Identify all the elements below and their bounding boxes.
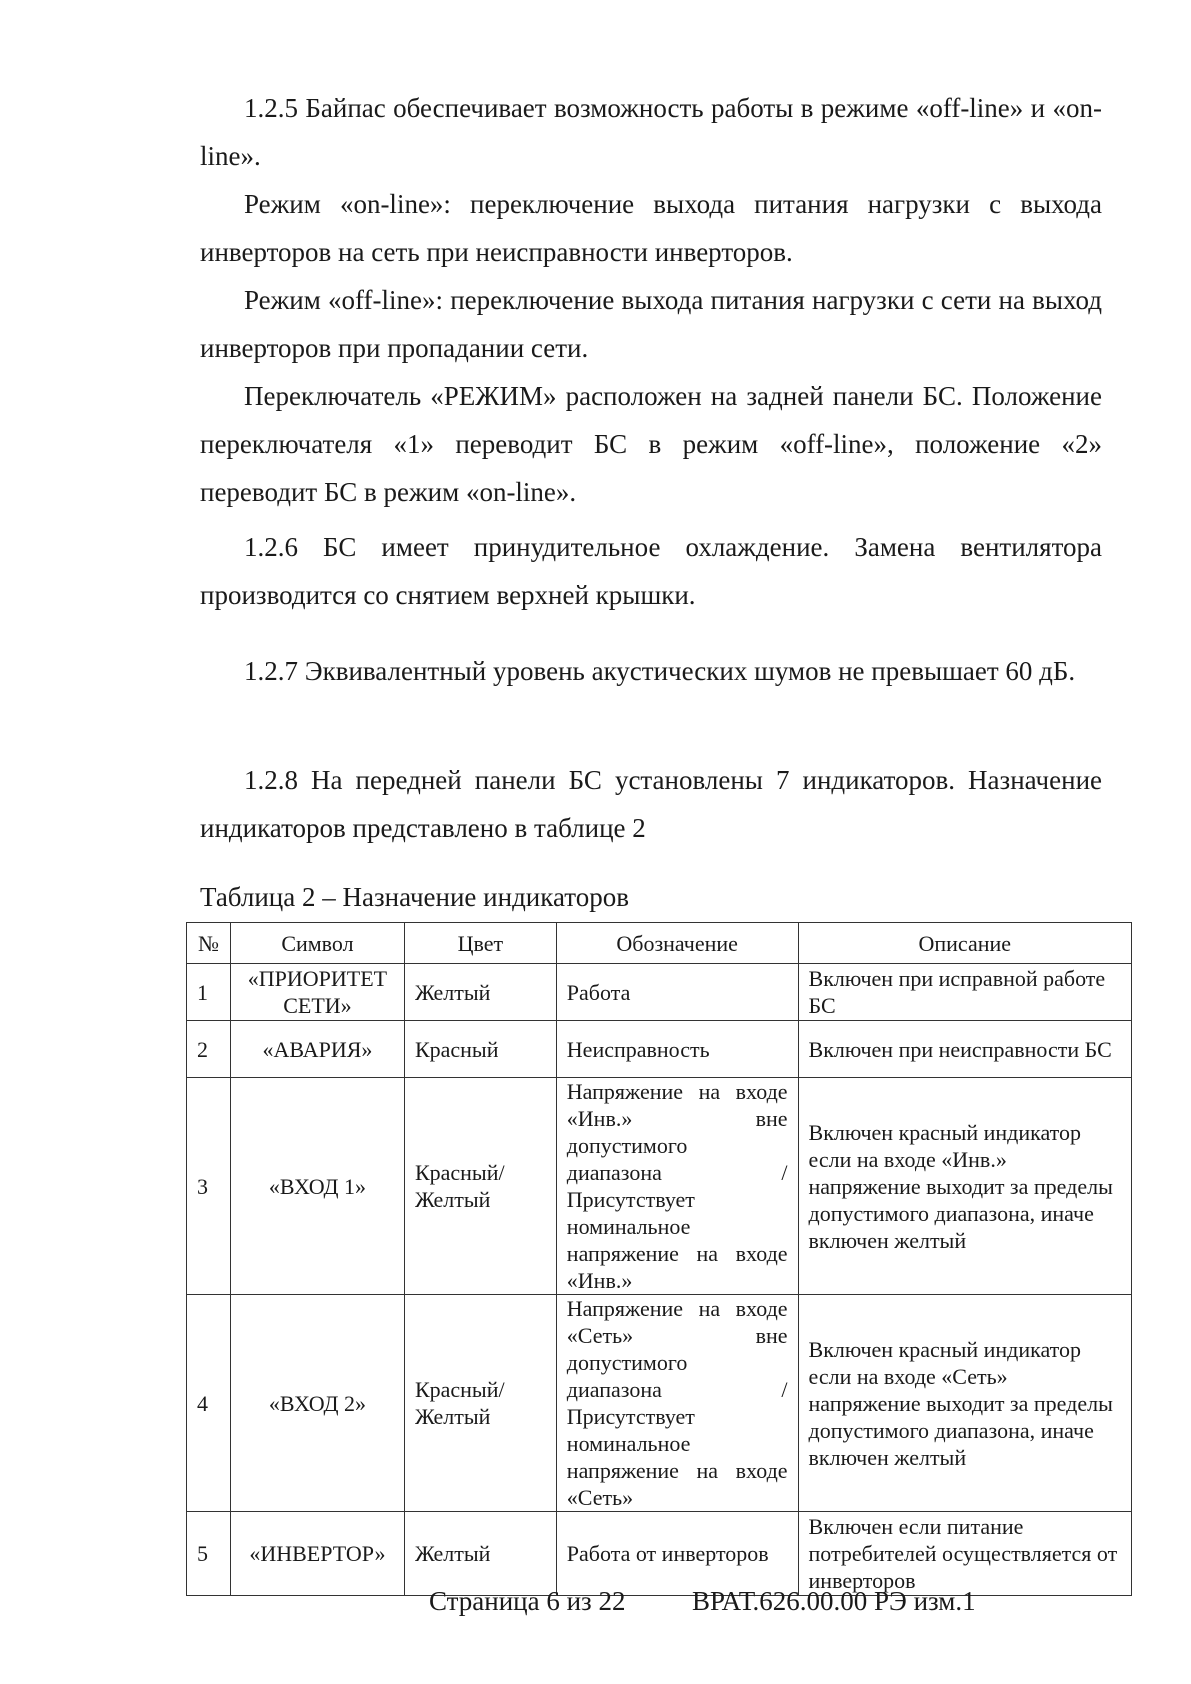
cell-description: Включен при неисправности БС — [798, 1021, 1131, 1078]
cell-color: Желтый — [404, 1512, 556, 1596]
header-num: № — [187, 923, 231, 964]
header-color: Цвет — [404, 923, 556, 964]
table-row — [187, 1295, 1132, 1512]
cell-color: Желтый — [404, 964, 556, 1021]
cell-designation: Напряжение на входе «Сеть» вне допустимого диапазона / Присутствует номинальное напряжение на входе «Сеть» — [556, 1295, 798, 1512]
paragraph-1-2-7: 1.2.7 Эквивалентный уровень акустических шумов не превышает 60 дБ. — [244, 656, 1076, 686]
cell-designation: Работа от инверторов — [556, 1512, 798, 1596]
paragraph-mode-switch: Переключатель «РЕЖИМ» расположен на задней панели БС. Положение переключателя «1» переводит БС в режим «off-line», положение «2» переводит БС в режим «on-line». — [200, 381, 1102, 507]
paragraph-online-mode: Режим «on-line»: переключение выхода питания нагрузки с выхода инверторов на сеть при неисправности инверторов. — [200, 189, 1102, 267]
cell-num: 4 — [187, 1295, 231, 1512]
cell-designation: Неисправность — [556, 1021, 798, 1078]
table-caption: Таблица 2 – Назначение индикаторов — [200, 882, 629, 912]
cell-num: 1 — [187, 964, 231, 1021]
paragraph-1-2-6: 1.2.6 БС имеет принудительное охлаждение. Замена вентилятора производится со снятием верхней крышки. — [200, 532, 1102, 610]
page-number: Страница 6 из 22 — [429, 1586, 626, 1616]
cell-symbol: «ВХОД 2» — [230, 1295, 404, 1512]
cell-color: Красный/ Желтый — [404, 1078, 556, 1295]
cell-symbol: «ПРИОРИТЕТ СЕТИ» — [230, 964, 404, 1021]
cell-color: Красный — [404, 1021, 556, 1078]
paragraph-1-2-5: 1.2.5 Байпас обеспечивает возможность работы в режиме «off-line» и «on-line». — [200, 93, 1102, 171]
cell-description: Включен если питание потребителей осуществляется от инверторов — [798, 1512, 1131, 1596]
cell-color: Красный/ Желтый — [404, 1295, 556, 1512]
paragraph-1-2-8: 1.2.8 На передней панели БС установлены 7 индикаторов. Назначение индикаторов представлено в таблице 2 — [200, 765, 1102, 843]
table-row — [187, 1078, 1132, 1295]
table-row — [187, 964, 1132, 1021]
cell-designation: Напряжение на входе «Инв.» вне допустимого диапазона / Присутствует номинальное напряжение на входе «Инв.» — [556, 1078, 798, 1295]
cell-description: Включен при исправной работе БС — [798, 964, 1131, 1021]
cell-num: 2 — [187, 1021, 231, 1078]
header-description: Описание — [798, 923, 1131, 964]
indicators-table — [186, 922, 1132, 1596]
document-id: ВРАТ.626.00.00 РЭ изм.1 — [692, 1586, 976, 1616]
cell-num: 3 — [187, 1078, 231, 1295]
table-header-row — [187, 923, 1132, 964]
cell-num: 5 — [187, 1512, 231, 1596]
header-designation: Обозначение — [556, 923, 798, 964]
cell-symbol: «АВАРИЯ» — [230, 1021, 404, 1078]
header-symbol: Символ — [230, 923, 404, 964]
cell-symbol: «ИНВЕРТОР» — [230, 1512, 404, 1596]
cell-description: Включен красный индикатор если на входе «Инв.» напряжение выходит за пределы допустимого диапазона, иначе включен желтый — [798, 1078, 1131, 1295]
table-row — [187, 1512, 1132, 1596]
cell-designation: Работа — [556, 964, 798, 1021]
cell-symbol: «ВХОД 1» — [230, 1078, 404, 1295]
table-row — [187, 1021, 1132, 1078]
cell-description: Включен красный индикатор если на входе «Сеть» напряжение выходит за пределы допустимого диапазона, иначе включен желтый — [798, 1295, 1131, 1512]
paragraph-offline-mode: Режим «off-line»: переключение выхода питания нагрузки с сети на выход инверторов при пропадании сети. — [200, 285, 1102, 363]
